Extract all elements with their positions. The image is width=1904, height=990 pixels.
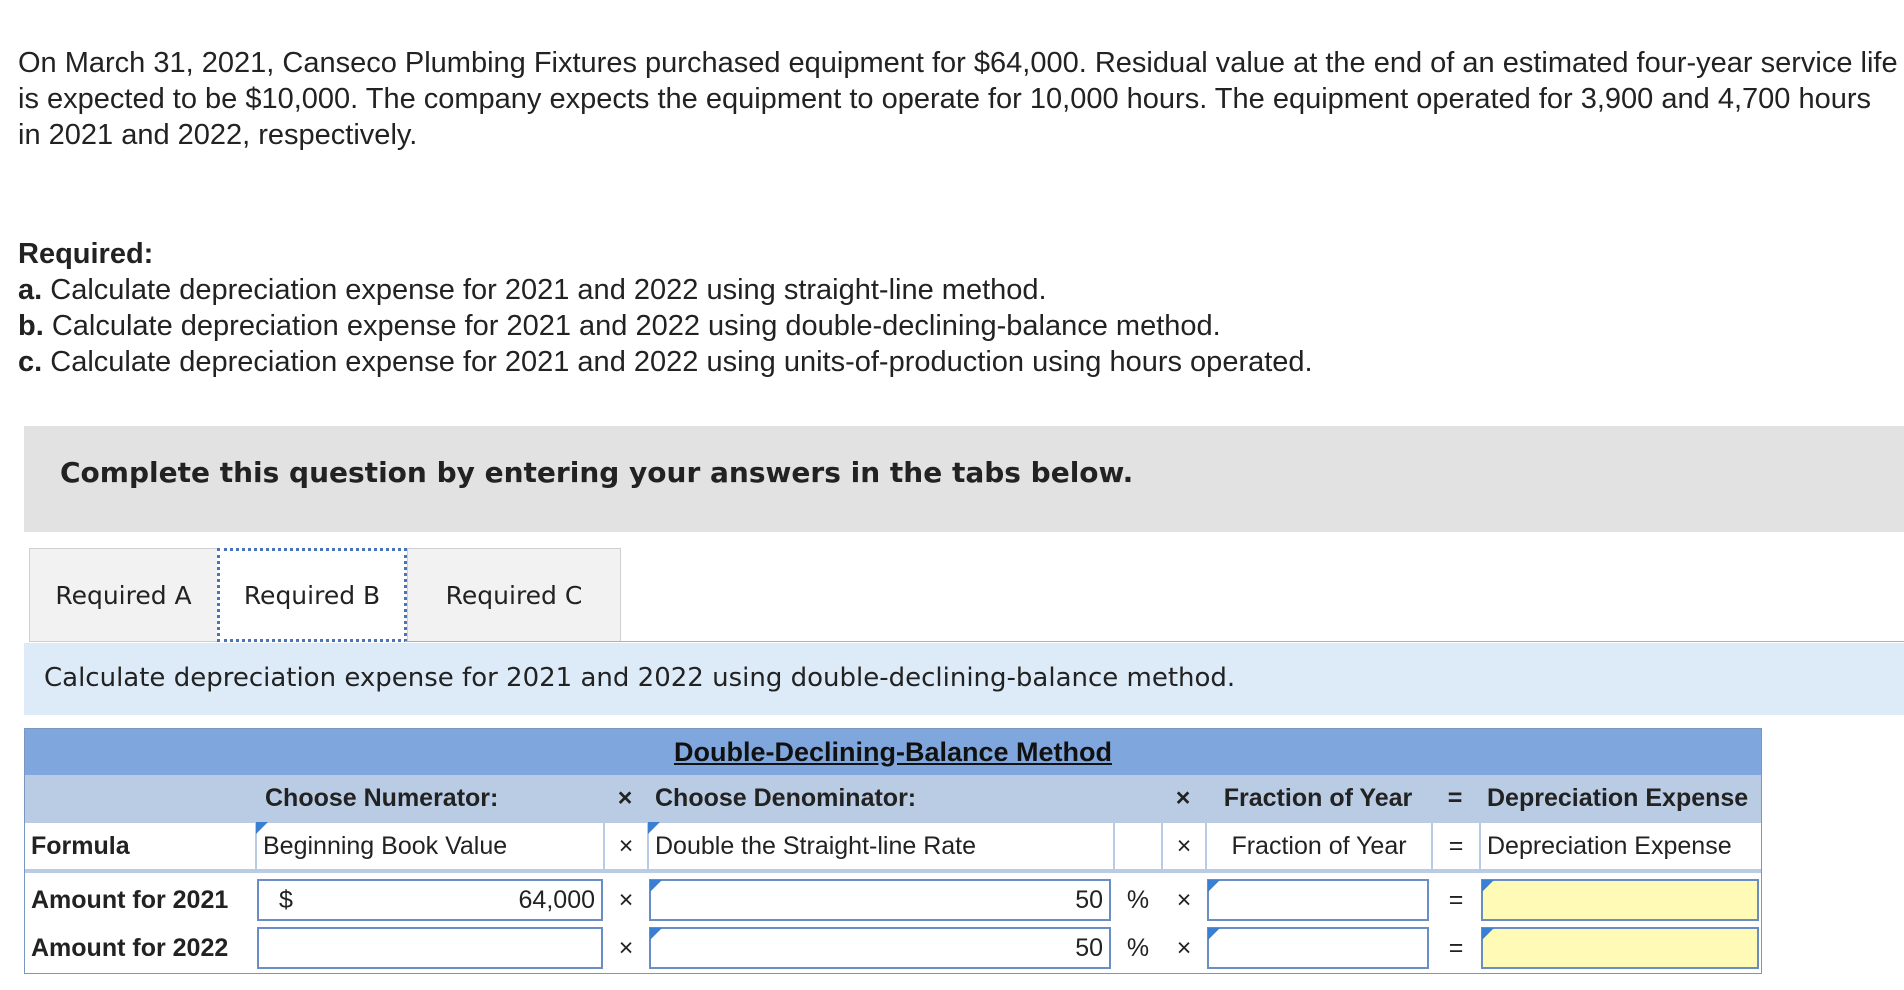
banner-text: Complete this question by entering your answers in the tabs below. bbox=[60, 456, 1134, 489]
row-2021-rate-value: 50 bbox=[1075, 885, 1103, 914]
row-2022-rate-value: 50 bbox=[1075, 933, 1103, 962]
header-numerator: Choose Numerator: bbox=[257, 775, 603, 821]
required-item-a: a. Calculate depreciation expense for 2021 and 2022 using straight-line method. bbox=[18, 274, 1047, 306]
row-2022-times-1: × bbox=[605, 925, 647, 971]
required-heading: Required: bbox=[18, 238, 154, 270]
row-2021-expense-input[interactable] bbox=[1481, 879, 1759, 921]
tab-divider bbox=[405, 641, 1904, 642]
row-2022-numerator-input[interactable] bbox=[257, 927, 603, 969]
dropdown-marker-icon bbox=[650, 880, 662, 892]
row-2022-fraction-input[interactable] bbox=[1207, 927, 1429, 969]
required-item-b: b. Calculate depreciation expense for 2021 and 2022 using double-declining-balance method. bbox=[18, 310, 1221, 342]
tab-required-a[interactable]: Required A bbox=[29, 548, 217, 642]
problem-text: On March 31, 2021, Canseco Plumbing Fixtures purchased equipment for $64,000. Residual value at the end of an estimated four-year service life is expected to be $10,000. The company expects the equipment to operate for 10,000 hours. The equipment operated for 3,900 and 4,700 hours in 2021 and 2022, respectively. bbox=[18, 47, 1898, 151]
tab-instruction bbox=[24, 643, 1904, 715]
row-2022-times-2: × bbox=[1163, 925, 1205, 971]
row-2022-percent: % bbox=[1115, 925, 1161, 971]
currency-symbol: $ bbox=[279, 885, 293, 914]
dropdown-marker-icon bbox=[1482, 928, 1494, 940]
required-section bbox=[18, 236, 1898, 380]
dropdown-marker-icon bbox=[256, 822, 268, 834]
formula-label: Formula bbox=[25, 823, 255, 869]
header-times-2: × bbox=[1161, 775, 1205, 821]
header-denominator: Choose Denominator: bbox=[647, 775, 1163, 821]
table-title: Double-Declining-Balance Method bbox=[25, 729, 1761, 775]
tab-required-b[interactable]: Required B bbox=[217, 548, 407, 642]
row-2022-label: Amount for 2022 bbox=[25, 925, 255, 971]
instructions-banner bbox=[24, 426, 1904, 532]
header-expense: Depreciation Expense bbox=[1479, 775, 1761, 821]
row-2022-expense-input[interactable] bbox=[1481, 927, 1759, 969]
ddb-table bbox=[24, 728, 1762, 974]
row-2022-equals: = bbox=[1433, 925, 1479, 971]
formula-times-1: × bbox=[605, 823, 647, 869]
dropdown-marker-icon bbox=[1208, 880, 1220, 892]
dropdown-marker-icon bbox=[1208, 928, 1220, 940]
formula-equals: = bbox=[1433, 823, 1479, 869]
tab-required-c[interactable]: Required C bbox=[407, 548, 621, 642]
row-2021-label: Amount for 2021 bbox=[25, 877, 255, 923]
problem-statement bbox=[18, 45, 1898, 153]
formula-denominator-select[interactable]: Double the Straight-line Rate bbox=[649, 823, 1113, 869]
row-2021-percent: % bbox=[1115, 877, 1161, 923]
row-2021-numerator-input[interactable] bbox=[257, 879, 603, 921]
required-item-c: c. Calculate depreciation expense for 2021 and 2022 using units-of-production using hours operated. bbox=[18, 346, 1313, 378]
dropdown-marker-icon bbox=[648, 822, 660, 834]
row-2021-times-2: × bbox=[1163, 877, 1205, 923]
row-2021-numerator-value: 64,000 bbox=[518, 885, 595, 914]
row-2021-fraction-input[interactable] bbox=[1207, 879, 1429, 921]
instruction-text: Calculate depreciation expense for 2021 and 2022 using double-declining-balance method. bbox=[44, 663, 1236, 693]
formula-fraction: Fraction of Year bbox=[1207, 823, 1431, 869]
formula-numerator-select[interactable]: Beginning Book Value bbox=[257, 823, 603, 869]
formula-times-2: × bbox=[1163, 823, 1205, 869]
formula-pct-blank bbox=[1115, 823, 1161, 869]
header-blank bbox=[25, 775, 255, 821]
formula-expense: Depreciation Expense bbox=[1481, 823, 1761, 869]
header-equals: = bbox=[1431, 775, 1479, 821]
row-2021-equals: = bbox=[1433, 877, 1479, 923]
dropdown-marker-icon bbox=[1482, 880, 1494, 892]
row-2021-rate-input[interactable] bbox=[649, 879, 1111, 921]
row-2021-times-1: × bbox=[605, 877, 647, 923]
header-times-1: × bbox=[603, 775, 647, 821]
row-2022-rate-input[interactable] bbox=[649, 927, 1111, 969]
dropdown-marker-icon bbox=[650, 928, 662, 940]
header-fraction: Fraction of Year bbox=[1205, 775, 1431, 821]
